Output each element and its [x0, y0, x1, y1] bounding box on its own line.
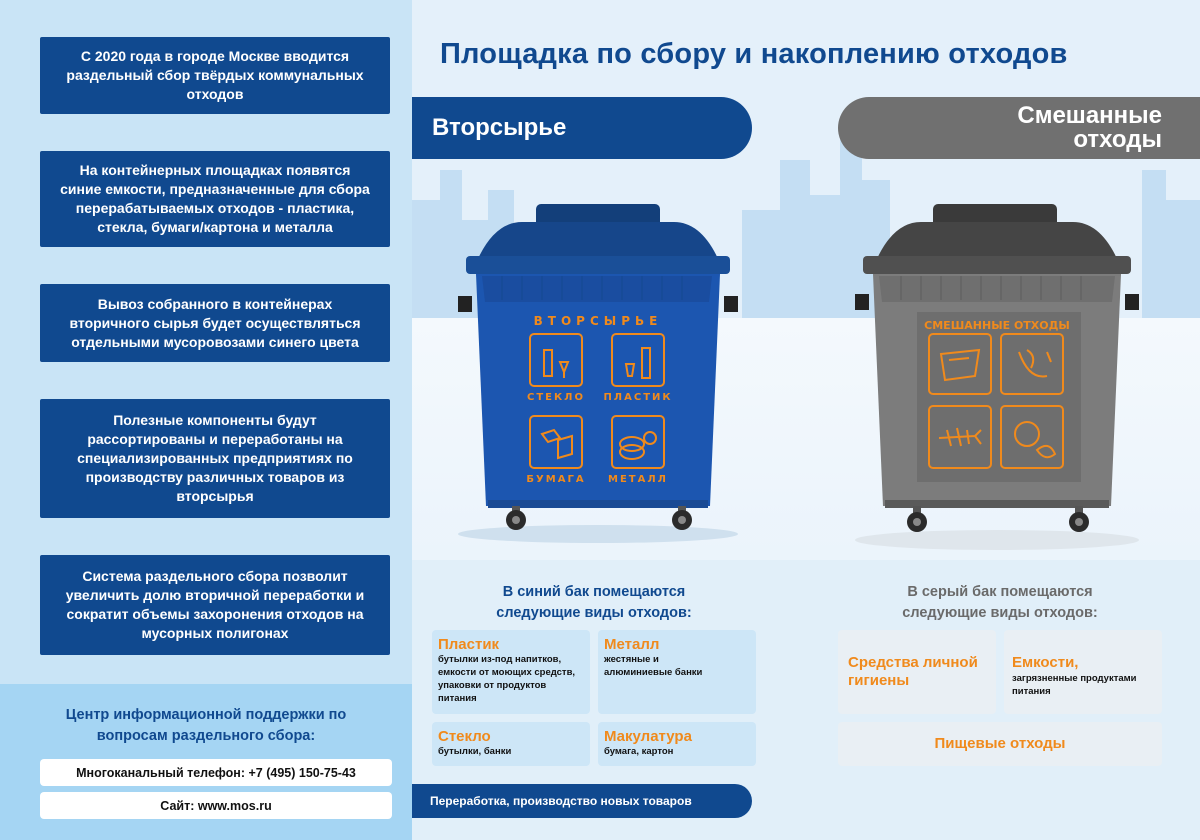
cell-text: бутылки из-под напитков, емкости от моющих средств, упаковки от продуктов питания: [438, 654, 576, 704]
recycling-footer: Переработка, производство новых товаров: [412, 784, 752, 818]
blue-cell-glass: [432, 722, 590, 766]
phone-pill[interactable]: Многоканальный телефон: +7 (495) 150-75-43: [40, 759, 392, 786]
icon-label-metal: МЕТАЛЛ: [608, 474, 668, 485]
gray-bin: [851, 204, 1143, 554]
blue-bin-label: ВТОРСЫРЬЕ: [533, 314, 663, 328]
cell-head: Макулатура: [604, 728, 692, 745]
info-box-4: Полезные компоненты будут рассортированы и переработаны на специализированных предприятиях по производству различных товаров из вторсырья: [40, 399, 390, 518]
icon-label-plastic: ПЛАСТИК: [603, 392, 673, 403]
gray-cell-food: [838, 722, 1162, 766]
site-pill[interactable]: Сайт: www.mos.ru: [40, 792, 392, 819]
info-box-3: Вывоз собранного в контейнерах вторичного сырья будет осуществляться отдельными мусоровозами синего цвета: [40, 284, 390, 362]
blue-bin: [452, 204, 744, 544]
cell-head: Пищевые отходы: [934, 735, 1066, 752]
cell-text: загрязненные продуктами питания: [1012, 673, 1137, 697]
gray-cell-containers: [1004, 630, 1162, 714]
blue-cell-plastic: [432, 630, 590, 714]
cell-head: Металл: [604, 636, 660, 653]
info-box-2: На контейнерных площадках появятся синие емкости, предназначенные для сбора перерабатываемых отходов - пластика, стекла, бумаги/картона и металла: [40, 151, 390, 247]
gray-cell-hygiene: [838, 630, 996, 714]
blue-cell-paper: [598, 722, 756, 766]
gray-bin-label: СМЕШАННЫЕ ОТХОДЫ: [924, 319, 1070, 332]
cell-text: жестяные и алюминиевые банки: [604, 654, 703, 678]
tab-mixed-waste: Смешанные отходы: [838, 97, 1200, 159]
icon-label-paper: БУМАГА: [526, 474, 586, 485]
cell-text: бутылки, банки: [438, 746, 512, 757]
blue-caption: В синий бак помещаются следующие виды отходов:: [496, 584, 692, 621]
cell-head: Емкости,: [1012, 654, 1079, 671]
tab-recyclables: Вторсырье: [412, 97, 752, 159]
cell-text: бумага, картон: [604, 746, 674, 757]
info-box-1: С 2020 года в городе Москве вводится раздельный сбор твёрдых коммунальных отходов: [40, 37, 390, 114]
gray-caption: В серый бак помещаются следующие виды отходов:: [902, 584, 1098, 621]
cell-head: Средства личной гигиены: [848, 654, 978, 689]
support-title: Центр информационной поддержки по вопросам раздельного сбора:: [65, 707, 347, 744]
blue-cell-metal: [598, 630, 756, 714]
page-title: Площадка по сбору и накоплению отходов: [440, 38, 1068, 70]
icon-label-glass: СТЕКЛО: [527, 392, 585, 403]
cell-head: Пластик: [438, 636, 500, 653]
info-box-5: Система раздельного сбора позволит увеличить долю вторичной переработки и сократит объемы захоронения отходов на мусорных полигонах: [40, 555, 390, 655]
cell-head: Стекло: [438, 728, 491, 745]
